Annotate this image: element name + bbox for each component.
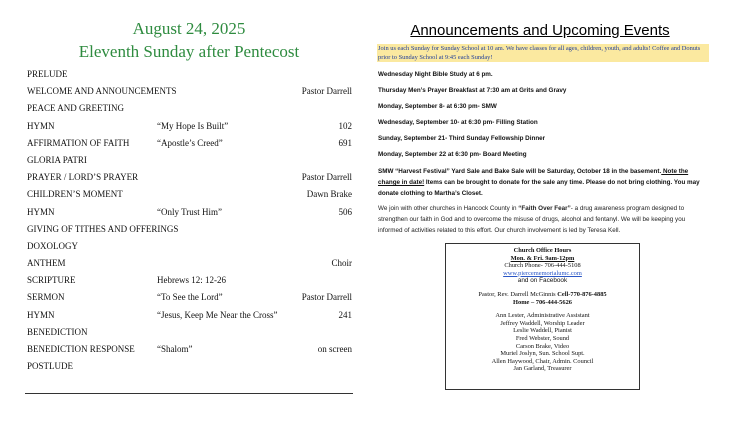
event-item: Wednesday Night Bible Study at 6 pm. xyxy=(378,71,493,78)
order-item-detail: on screen xyxy=(317,344,352,354)
order-item-label: ANTHEM xyxy=(27,258,66,269)
order-item-title: “Shalom” xyxy=(157,344,193,354)
order-item-detail: Dawn Brake xyxy=(306,189,352,200)
staff-member: Allen Haywood, Chair, Admin. Council xyxy=(491,357,594,365)
service-subtitle: Eleventh Sunday after Pentecost xyxy=(78,42,300,61)
harvest-festival-note xyxy=(378,166,706,199)
staff-member: Leslie Waddell, Pianist xyxy=(513,327,572,335)
pastor-contact xyxy=(446,291,639,299)
order-item-title: “To See the Lord” xyxy=(157,292,223,303)
order-item-label: PEACE AND GREETING xyxy=(27,103,124,114)
order-item-detail: Pastor Darrell xyxy=(301,292,352,303)
staff-member: Carson Brake, Video xyxy=(515,342,570,350)
bottom-divider xyxy=(25,393,353,394)
staff-member: Muriel Joslyn, Sun. School Supt. xyxy=(500,350,585,358)
announcements-page xyxy=(375,0,705,443)
order-item-label: GIVING OF TITHES AND OFFERINGS xyxy=(27,223,179,234)
event-item: Sunday, September 21- Third Sunday Fellowship Dinner xyxy=(378,135,546,142)
order-item-label: WELCOME AND ANNOUNCEMENTS xyxy=(27,86,177,97)
order-item-title: Hebrews 12: 12-26 xyxy=(157,275,226,286)
church-phone: Church Phone- 706-444-5108 xyxy=(504,262,581,270)
order-row xyxy=(27,238,352,255)
order-row xyxy=(27,272,352,289)
pastor-cell: Cell-770-876-4885 xyxy=(557,290,607,298)
order-row xyxy=(27,100,352,117)
service-date: August 24, 2025 xyxy=(132,19,246,38)
order-of-worship-list xyxy=(27,66,352,375)
date-change-note: Note the change in date! xyxy=(378,168,689,186)
order-item-label: AFFIRMATION OF FAITH xyxy=(27,137,130,148)
donation-text: Items can be brought to donate for the sale any time. Please do not bring clothing. You may donate clothing to Martha’s Closet. xyxy=(378,179,700,197)
order-row xyxy=(27,289,352,306)
order-item-label: PRAYER / LORD’S PRAYER xyxy=(27,172,139,183)
order-row xyxy=(27,204,352,221)
order-row xyxy=(27,341,352,358)
order-item-detail: Pastor Darrell xyxy=(301,172,352,183)
staff-member: Fred Webster, Sound xyxy=(515,334,570,342)
order-item-label: POSTLUDE xyxy=(27,361,74,372)
order-row xyxy=(27,255,352,272)
harvest-festival-text: SMW “Harvest Festival” Yard Sale and Bake Sale will be Saturday, October 18 in the basement. xyxy=(378,168,662,175)
order-row xyxy=(27,186,352,203)
order-item-title: “Only Trust Him” xyxy=(157,206,223,217)
event-item: Monday, September 22 at 6:30 pm- Board Meeting xyxy=(378,151,527,158)
staff-member: Jeffrey Waddell, Worship Leader xyxy=(500,319,585,327)
order-item-label: HYMN xyxy=(27,206,55,217)
order-row xyxy=(27,135,352,152)
facebook-text: and on Facebook xyxy=(517,277,568,285)
staff-member: Jan Garland, Treasurer xyxy=(513,365,572,373)
announcements-title: Announcements and Upcoming Events xyxy=(410,22,670,39)
order-row xyxy=(27,324,352,341)
order-item-label: SCRIPTURE xyxy=(27,275,76,286)
event-item: Wednesday, September 10- at 6:30 pm- Filling Station xyxy=(378,119,538,126)
order-item-label: PRELUDE xyxy=(27,69,68,79)
order-row xyxy=(27,169,352,186)
order-row xyxy=(27,152,352,169)
order-item-title: “Apostle’s Creed” xyxy=(157,137,223,148)
order-row xyxy=(27,83,352,100)
order-item-label: SERMON xyxy=(27,292,65,303)
faith-over-fear-note xyxy=(378,203,708,236)
website-link[interactable]: www.piercememorialumc.com xyxy=(503,269,582,277)
order-row xyxy=(27,358,352,375)
program-description: - a drug awareness program designed to strengthen our faith in God and to overcome the misuse of drugs, alcohol and fentanyl. We will be keeping you informed of activities related to this effort. Our church involvement is led by Teresa Kell. xyxy=(378,205,686,234)
order-row xyxy=(27,66,352,83)
order-item-label: BENEDICTION RESPONSE xyxy=(27,344,135,354)
order-item-detail: 241 xyxy=(338,309,352,320)
join-text: We join with other churches in Hancock County in xyxy=(378,205,519,212)
order-item-label: BENEDICTION xyxy=(27,326,88,337)
order-row xyxy=(27,307,352,324)
order-item-label: DOXOLOGY xyxy=(27,240,78,251)
order-item-detail: Choir xyxy=(331,258,352,269)
order-item-detail: 506 xyxy=(338,206,352,217)
event-item: Monday, September 8- at 6:30 pm- SMW xyxy=(378,103,497,110)
order-row xyxy=(27,221,352,238)
order-item-detail: Pastor Darrell xyxy=(301,86,352,97)
church-office-box xyxy=(445,243,640,390)
program-name: “Faith Over Fear” xyxy=(518,205,571,212)
order-item-label: HYMN xyxy=(27,309,55,320)
sunday-school-welcome: Join us each Sunday for Sunday School at 10 am. We have classes for all ages, children, youth, and adults! Coffee and Donuts prior to Sunday School at 9:45 each Sunday! xyxy=(377,44,709,62)
event-item: Thursday Men’s Prayer Breakfast at 7:30 am at Grits and Gravy xyxy=(378,87,567,94)
office-hours-heading: Church Office Hours xyxy=(513,247,572,254)
pastor-name: Pastor, Rev. Darrell McGinnis xyxy=(478,290,556,298)
pastor-home: Home – 706-444-5626 xyxy=(513,298,572,306)
order-row xyxy=(27,118,352,135)
order-item-detail: 691 xyxy=(338,137,352,148)
order-item-label: HYMN xyxy=(27,120,55,131)
order-item-detail: 102 xyxy=(338,120,352,131)
office-hours: Mon. & Fri. 9am-12pm xyxy=(510,254,575,262)
order-item-title: “My Hope Is Built” xyxy=(157,120,229,131)
order-item-label: CHILDREN’S MOMENT xyxy=(27,189,123,200)
staff-member: Ann Lester, Administrative Assistant xyxy=(495,312,590,320)
order-item-title: “Jesus, Keep Me Near the Cross” xyxy=(157,309,278,320)
order-item-label: GLORIA PATRI xyxy=(27,154,87,165)
